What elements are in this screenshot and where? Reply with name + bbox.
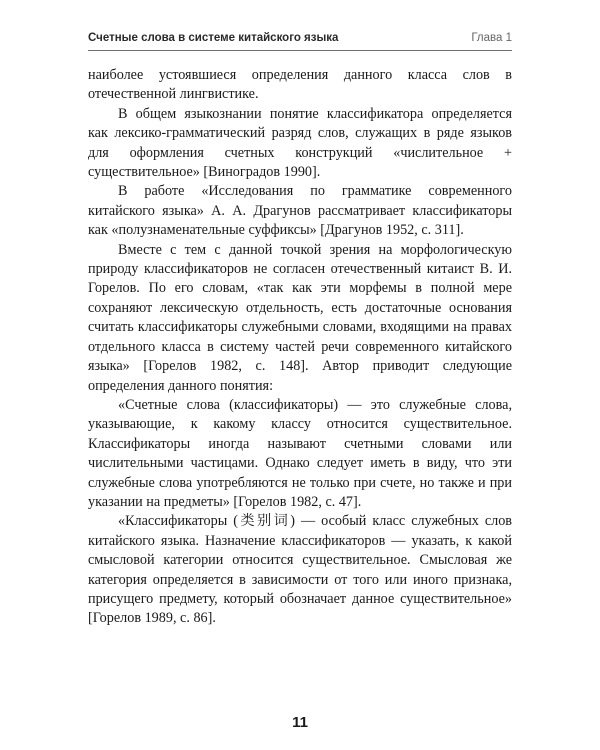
paragraph: В работе «Исследования по грамматике современного китайского языка» А. А. Драгунов рассматривает классификаторы как «полузнаменательные суффиксы» [Драгунов 1952, с. 311]. [88,183,512,239]
running-title: Счетные слова в системе китайского языка [88,32,339,44]
quote-paragraph: «Счетные слова (классификаторы) — это служебные слова, указывающие, к какому классу относится существительное. Классификаторы иногда называют счетными словами или числительными частицами. Однако следует иметь в виду, что эти служебные слова употребляются не только при счете, но также и при указании на предметы» [Горелов 1982, с. 47]. [88,396,512,510]
paragraph: В общем языкознании понятие классификатора определяется как лексико-грамматический разряд слов, служащих в ряде языков для оформления счетных конструкций «числительное + существительное» [Виноградов 1990]. [88,105,512,181]
quote-paragraph: «Классификаторы (类别词) — особый класс служебных слов китайского языка. Назначение классификаторов — указать, к какой смысловой категории относится существительное. Смысловая же категория определяется в зависимости от того или иного признака, присущего предмету, который обозначает данное существительное» [Горелов 1989, с. 86]. [88,513,512,627]
running-header [88,28,512,51]
paragraph-continuation: наиболее устоявшиеся определения данного класса слов в отечественной лингвистике. [88,67,512,103]
page-number: 11 [292,714,308,731]
chapter-label: Глава 1 [471,32,512,44]
body-text [88,66,512,629]
paragraph: Вместе с тем с данной точкой зрения на морфологическую природу классификаторов не согласен отечественный китаист В. И. Горелов. По его словам, «так как эти морфемы в полной мере сохраняют лексическую отдельность, есть достаточные основания считать классификаторы служебными словами, входящими на правах отдельного класса в систему частей речи современного китайского языка» [Горелов 1982, с. 148]. Автор приводит следующие определения данного понятия: [88,241,512,394]
